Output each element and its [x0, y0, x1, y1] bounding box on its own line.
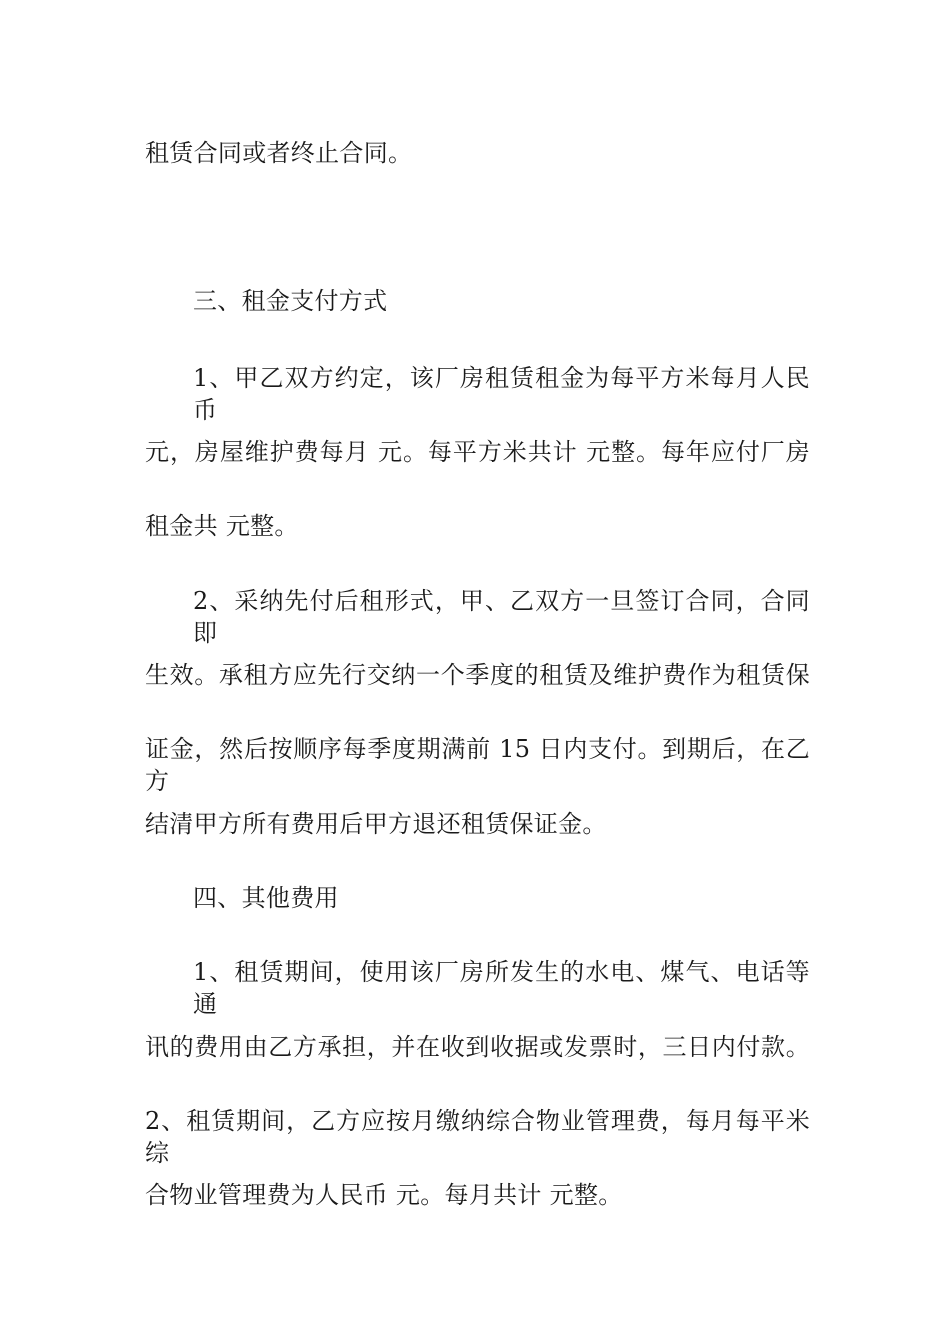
- paragraph-line: 讯的费用由乙方承担，并在收到收据或发票时，三日内付款。: [145, 1033, 810, 1061]
- paragraph-line: 1、租赁期间，使用该厂房所发生的水电、煤气、电话等通: [193, 958, 810, 1018]
- paragraph-line: 结清甲方所有费用后甲方退还租赁保证金。: [145, 810, 607, 838]
- section-heading: 四、其他费用: [193, 884, 339, 912]
- paragraph-line: 租赁合同或者终止合同。: [145, 139, 413, 167]
- section-heading: 三、租金支付方式: [193, 287, 388, 315]
- paragraph-line: 合物业管理费为人民币 元。每月共计 元整。: [145, 1181, 623, 1209]
- paragraph-line: 生效。承租方应先行交纳一个季度的租赁及维护费作为租赁保: [145, 661, 810, 689]
- paragraph-line: 租金共 元整。: [145, 512, 299, 540]
- paragraph-line: 2、采纳先付后租形式，甲、乙双方一旦签订合同，合同即: [193, 587, 810, 647]
- paragraph-line: 证金，然后按顺序每季度期满前 15 日内支付。到期后，在乙方: [145, 735, 810, 795]
- paragraph-line: 元，房屋维护费每月 元。每平方米共计 元整。每年应付厂房: [145, 438, 810, 466]
- paragraph-line: 1、甲乙双方约定，该厂房租赁租金为每平方米每月人民币: [193, 364, 810, 424]
- paragraph-line: 2、租赁期间，乙方应按月缴纳综合物业管理费，每月每平米综: [145, 1107, 810, 1167]
